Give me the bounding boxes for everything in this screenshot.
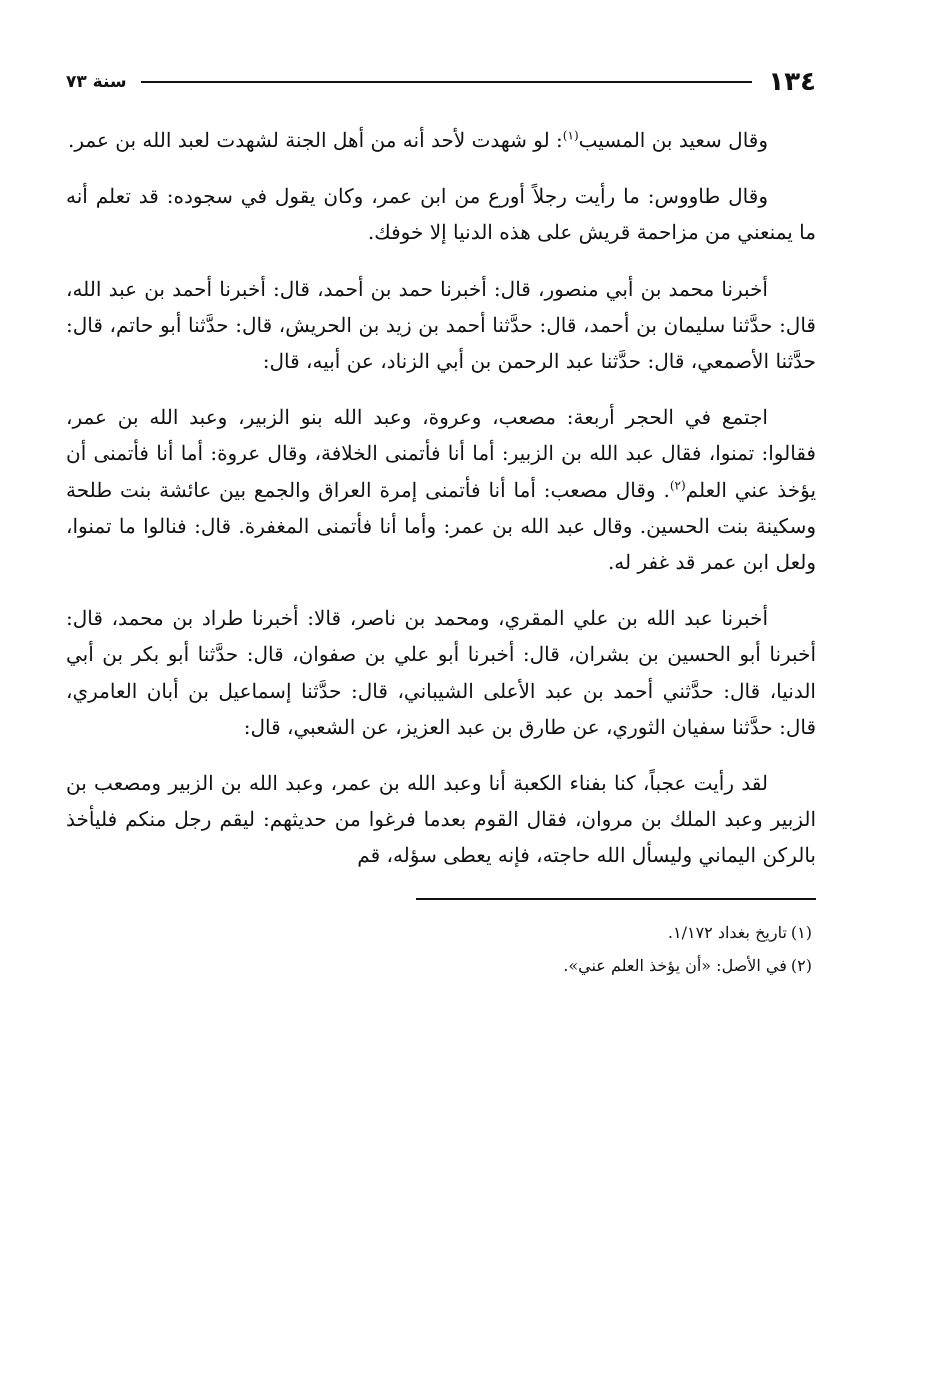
running-head [66,62,816,102]
book-page [66,62,816,1352]
paragraph-2 [66,178,816,250]
footnote-reference: (٢) [669,477,686,492]
footnote-marker: (٢) [790,955,812,975]
footnote-reference: (١) [562,128,579,143]
paragraph-text: أخبرنا محمد بن أبي منصور، قال: أخبرنا حمد بن أحمد، قال: أخبرنا أحمد بن عبد الله، قال: حدَّثنا سليمان بن أحمد، قال: حدَّثنا أحمد بن زيد بن الحريش، قال: حدَّثنا أبو حاتم، قال: حدَّثنا الأصمعي، قال: حدَّثنا عبد الرحمن بن أبي الزناد، عن أبيه، قال: [66,276,816,374]
footnote-1 [66,916,816,949]
year-label: سنة ٧٣ [66,72,127,92]
footnote-text: تاريخ بغداد ١/١٧٢. [667,922,787,942]
footnote-marker: (١) [790,922,812,942]
paragraph-text: . وقال مصعب: أما أنا فأتمنى إمرة العراق والجمع بين عائشة بنت طلحة وسكينة بنت الحسين. وقال عبد الله بن عمر: وأما أنا فأتمنى المغفرة. قال: فنالوا ما تمنوا، ولعل ابن عمر قد غفر له. [66,477,816,575]
page-number: ١٣٤ [768,67,816,97]
paragraph-text: لقد رأيت عجباً، كنا بفناء الكعبة أنا وعبد الله بن عمر، وعبد الله بن الزبير ومصعب بن الزبير وعبد الملك بن مروان، فقال القوم بعدما فرغوا من حديثهم: ليقم رجل منكم فليأخذ بالركن اليماني وليسأل الله حاجته، فإنه يعطى سؤله، قم [66,771,816,868]
paragraph-4 [66,399,816,580]
paragraph-lead: اجتمع في الحجر أربعة: مصعب، وعروة، وعبد الله بنو الزبير، وعبد الله بن عمر، فقالوا: تمنوا، فقال عبد الله بن الزبير: أما أنا فأتمنى الخلافة، وقال عروة: أما أنا فأتمنى أن يؤخذ عني العلم [66,405,817,502]
footnote-2 [66,949,816,982]
header-rule [141,81,753,83]
paragraph-5 [66,600,816,745]
paragraph-text: وقال طاووس: ما رأيت رجلاً أورع من ابن عمر، وكان يقول في سجوده: قد تعلم أنه ما يمنعني من مزاحمة قريش على هذه الدنيا إلا خوفك. [66,184,816,245]
paragraph-1 [66,122,816,158]
paragraph-6 [66,765,816,874]
footnote-text: في الأصل: «أن يؤخذ العلم عني». [563,955,787,975]
footnotes [66,916,816,982]
footnote-rule [416,898,816,900]
paragraph-lead: وقال سعيد بن المسيب [578,128,768,152]
paragraph-text: أخبرنا عبد الله بن علي المقري، ومحمد بن ناصر، قالا: أخبرنا طراد بن محمد، قال: أخبرنا أبو الحسين بن بشران، قال: أخبرنا أبو علي بن صفوان، قال: حدَّثنا أبو بكر بن أبي الدنيا، قال: حدَّثني أحمد بن عبد الأعلى الشيباني، قال: حدَّثنا إسماعيل بن أبان العامري، قال: حدَّثنا سفيان الثوري، عن طارق بن عبد العزيز، عن الشعبي، قال: [66,606,816,739]
paragraph-3 [66,271,816,380]
page-body [66,122,816,874]
paragraph-text: : لو شهدت لأحد أنه من أهل الجنة لشهدت لعبد الله بن عمر. [67,128,563,152]
